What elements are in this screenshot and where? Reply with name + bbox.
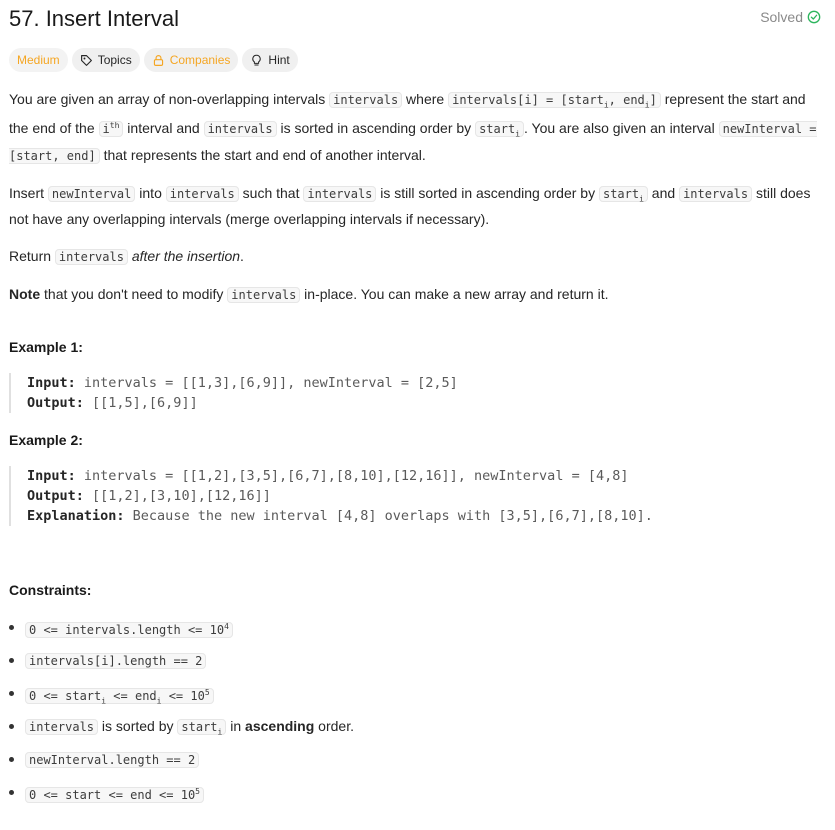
code-superscript: th xyxy=(109,121,120,131)
code-text: 0 <= start xyxy=(29,689,102,703)
code-subscript: i xyxy=(101,696,107,706)
topics-button[interactable] xyxy=(72,48,140,72)
inline-code xyxy=(25,688,214,704)
example-2-heading: Example 2: xyxy=(9,432,83,448)
text: where xyxy=(402,91,449,107)
title-row xyxy=(9,4,821,34)
solved-status xyxy=(760,9,821,25)
example-1-block xyxy=(9,373,458,413)
text: is sorted in ascending order by xyxy=(276,120,476,137)
code-superscript: 4 xyxy=(224,622,229,631)
explanation-label: Explanation: xyxy=(27,508,125,524)
code-text: , end xyxy=(608,93,645,107)
constraint-item xyxy=(9,748,354,781)
lightbulb-icon xyxy=(250,54,263,67)
inline-code xyxy=(599,186,648,202)
companies-label: Companies xyxy=(169,53,231,67)
code-text: 0 <= start <= end <= 10 xyxy=(29,788,196,802)
example-output-line xyxy=(27,393,458,413)
difficulty-badge[interactable] xyxy=(9,48,68,72)
text: that you don't need to modify xyxy=(40,286,228,303)
text: Insert xyxy=(9,184,48,201)
difficulty-label: Medium xyxy=(17,53,60,67)
code-superscript: 5 xyxy=(195,787,200,796)
code-text: start xyxy=(602,186,640,201)
text: is sorted by xyxy=(98,718,178,734)
description-paragraph-4 xyxy=(9,284,821,306)
example-input-line xyxy=(27,373,458,393)
description-paragraph-1 xyxy=(9,89,821,167)
text: that represents the start and end of another interval. xyxy=(99,146,426,163)
inline-code: intervals xyxy=(329,92,402,108)
code-text: <= end xyxy=(106,689,157,703)
code-subscript: i xyxy=(156,696,162,706)
inline-code: intervals xyxy=(55,249,128,265)
constraint-item xyxy=(9,649,354,682)
code-subscript: i xyxy=(644,100,650,110)
code-text: start xyxy=(181,720,218,734)
lock-icon xyxy=(152,54,165,67)
output-label: Output: xyxy=(27,488,84,504)
inline-code xyxy=(99,121,124,137)
constraint-item xyxy=(9,715,354,748)
text: . You are also given an interval xyxy=(524,120,719,137)
constraint-item xyxy=(9,616,354,649)
example-output-line xyxy=(27,486,653,506)
hint-label: Hint xyxy=(268,53,290,67)
text: order. xyxy=(314,718,354,734)
inline-code: newInterval.length == 2 xyxy=(25,752,199,768)
code-subscript: i xyxy=(515,129,521,139)
hint-button[interactable] xyxy=(242,48,297,72)
text: interval and xyxy=(123,120,204,137)
text: and xyxy=(647,184,680,201)
code-text: <= 10 xyxy=(161,689,205,703)
output-label: Output: xyxy=(27,395,84,411)
example-1-heading: Example 1: xyxy=(9,339,83,355)
example-input-line xyxy=(27,466,653,486)
italic-text: after the insertion xyxy=(127,248,241,265)
inline-code: intervals xyxy=(166,186,239,202)
explanation-value: Because the new interval [4,8] overlaps with [3,5],[6,7],[8,10]. xyxy=(124,508,653,524)
text: such that xyxy=(238,184,304,201)
tag-row xyxy=(9,48,298,72)
code-subscript: i xyxy=(217,727,223,737)
inline-code: intervals xyxy=(679,186,752,202)
example-explanation-line xyxy=(27,506,653,526)
inline-code: intervals xyxy=(303,186,376,202)
bold-text: Note xyxy=(9,286,41,303)
inline-code xyxy=(25,622,233,638)
text: is still sorted in ascending order by xyxy=(376,184,599,201)
inline-code: intervals xyxy=(204,121,277,137)
problem-title: 57. Insert Interval xyxy=(9,6,179,31)
input-value: intervals = [[1,3],[6,9]], newInterval = [2,5] xyxy=(75,375,458,391)
text: You are given an array of non-overlapping intervals xyxy=(9,91,330,107)
input-value: intervals = [[1,2],[3,5],[6,7],[8,10],[12,16]], newInterval = [4,8] xyxy=(75,468,629,484)
text: still does not have any overlapping intervals (merge overlapping intervals if necessary). xyxy=(9,184,811,228)
code-text: i xyxy=(102,122,110,137)
inline-code xyxy=(448,92,661,108)
companies-button[interactable] xyxy=(144,48,239,72)
inline-code: newInterval = [start, end] xyxy=(9,122,817,163)
input-label: Input: xyxy=(27,375,76,391)
inline-code: intervals[i].length == 2 xyxy=(25,653,206,669)
description-paragraph-2 xyxy=(9,183,821,230)
inline-code xyxy=(177,719,226,735)
inline-code xyxy=(475,121,524,137)
constraint-item xyxy=(9,682,354,715)
description-paragraph-3 xyxy=(9,246,821,268)
code-superscript: 5 xyxy=(204,688,210,697)
output-value: [[1,2],[3,10],[12,16]] xyxy=(83,488,271,504)
tag-icon xyxy=(80,54,93,67)
constraint-item xyxy=(9,781,354,814)
example-2-block xyxy=(9,466,653,526)
code-text: 0 <= intervals.length <= 10 xyxy=(29,623,225,637)
inline-code: newInterval xyxy=(48,186,135,202)
problem-description xyxy=(9,89,821,322)
inline-code: intervals xyxy=(227,287,300,303)
constraints-heading: Constraints: xyxy=(9,582,92,598)
text: in xyxy=(226,718,246,734)
constraints-list xyxy=(9,616,354,814)
code-text: ] xyxy=(649,93,657,107)
text: . xyxy=(240,248,244,265)
output-value: [[1,5],[6,9]] xyxy=(83,395,198,411)
inline-code: intervals xyxy=(25,719,98,735)
code-subscript: i xyxy=(603,100,609,110)
input-label: Input: xyxy=(27,468,76,484)
code-subscript: i xyxy=(639,194,644,204)
check-circle-icon xyxy=(807,10,821,24)
code-text: start xyxy=(479,122,516,137)
text: in-place. You can make a new array and return it. xyxy=(300,286,609,303)
text: into xyxy=(135,184,166,201)
topics-label: Topics xyxy=(97,53,132,67)
code-text: intervals[i] = [start xyxy=(452,93,604,107)
text: Return xyxy=(9,248,55,265)
text: represent the start and the end of the xyxy=(9,91,806,137)
bold-text: ascending xyxy=(245,718,315,734)
inline-code xyxy=(25,787,204,803)
solved-label: Solved xyxy=(760,9,803,25)
